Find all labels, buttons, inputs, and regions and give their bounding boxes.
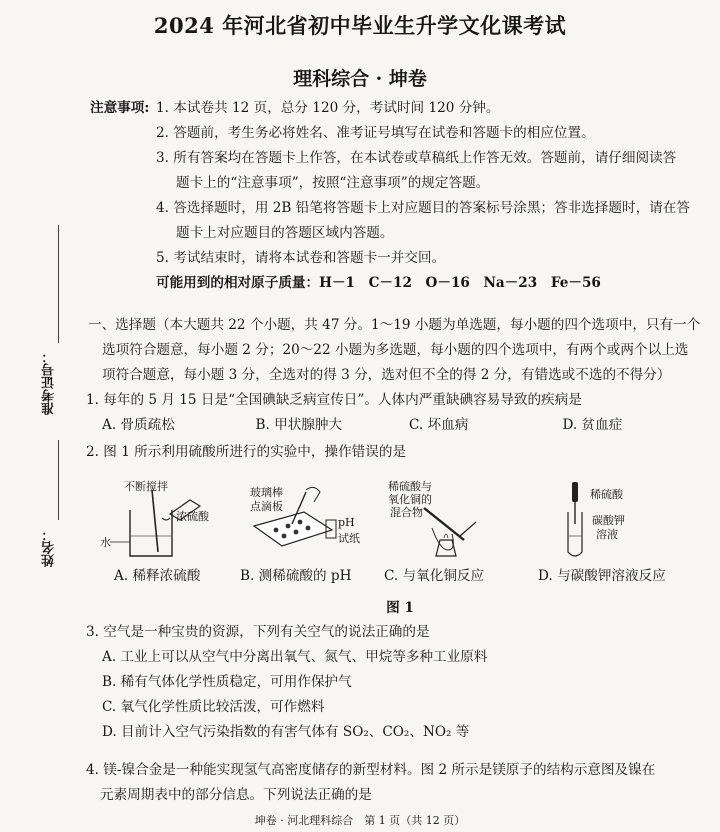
question-stem: 4. 镁-镍合金是一种能实现氢气高密度储存的新型材料。图 2 所示是镁原子的结构示意图及镍在 — [86, 762, 656, 778]
option-a: A. 工业上可以从空气中分离出氧气、氮气、甲烷等多种工业原料 — [102, 649, 488, 665]
caption-c: C. 与氧化铜反应 — [384, 568, 485, 584]
question-4 — [86, 758, 716, 808]
section1-header-line: 项符合题意，每小题 3 分，全选对的得 3 分，选对但不全的得 2 分，有错选或不选的不得分） — [102, 367, 671, 383]
exam-number-label: 准考证号： — [42, 350, 57, 415]
experiment-d — [538, 478, 688, 584]
page-footer: 坤卷 · 河北理科综合 第 1 页（共 12 页） — [254, 814, 466, 827]
note-item: 3. 所有答案均在答题卡上作答，在本试卷或草稿纸上作答无效。答题前，请仔细阅读答 — [156, 150, 677, 166]
note-item: 5. 考试结束时，请将本试卷和答题卡一并交回。 — [156, 250, 446, 266]
label-spot-plate: 点滴板 — [250, 500, 283, 513]
option-c: C. 氧气化学性质比较活泼，可作燃料 — [102, 699, 325, 715]
figure-1 — [100, 478, 700, 584]
notes-block — [90, 96, 718, 296]
exam-number-line — [58, 225, 59, 343]
question-stem: 1. 每年的 5 月 15 日是“全国碘缺乏病宣传日”。人体内严重缺碘容易导致的疾病是 — [86, 392, 582, 408]
exam-subtitle: 理科综合 · 坤卷 — [293, 68, 427, 90]
option-a: A. 骨质疏松 — [102, 417, 175, 433]
experiment-c — [384, 478, 514, 584]
option-c: C. 坏血病 — [409, 417, 469, 433]
label-potassium-carbonate: 碳酸钾 — [592, 514, 625, 527]
option-d: D. 贫血症 — [562, 417, 623, 433]
label-glass-rod: 玻璃棒 — [250, 486, 283, 499]
question-1 — [86, 388, 716, 438]
notes-heading: 注意事项: — [90, 100, 150, 116]
caption-d: D. 与碳酸钾溶液反应 — [538, 568, 666, 584]
section1-header-line: 选项符合题意，每小题 2 分；20～22 小题为多选题，每小题的四个选项中，有两个或两个以上选 — [102, 342, 689, 358]
option-d: D. 目前计入空气污染指数的有害气体有 SO₂、CO₂、NO₂ 等 — [102, 724, 470, 740]
note-item: 4. 答选择题时，用 2B 铅笔将答题卡上对应题目的答案标号涂黑；答非选择题时，请在答 — [156, 200, 690, 216]
label-solution: 溶液 — [596, 528, 618, 541]
question-options — [86, 413, 716, 438]
section1-header — [88, 313, 718, 388]
label-ph: pH — [338, 516, 355, 529]
name-line — [58, 440, 59, 520]
note-item: 题卡上对应题目的答题区域内答题。 — [176, 225, 394, 241]
option-b: B. 甲状腺肿大 — [255, 417, 343, 433]
label-stirring: 不断搅拌 — [124, 480, 168, 493]
question-3 — [86, 620, 716, 745]
section1-header-line: 一、选择题（本大题共 22 个小题，共 47 分。1～19 小题为单选题，每小题的四个选项中，只有一个 — [88, 317, 701, 333]
experiment-a — [100, 478, 230, 584]
atomic-masses: 可能用到的相对原子质量：H－1 C－12 O－16 Na－23 Fe－56 — [156, 275, 601, 291]
note-item: 1. 本试卷共 12 页，总分 120 分，考试时间 120 分钟。 — [156, 100, 500, 116]
label-mixture-3: 混合物 — [390, 506, 423, 519]
label-water: 水 — [100, 536, 111, 549]
name-label: 姓名： — [42, 528, 57, 567]
question-stem: 3. 空气是一种宝贵的资源，下列有关空气的说法正确的是 — [86, 624, 430, 640]
label-conc-acid: 浓硫酸 — [176, 510, 209, 523]
experiment-b — [240, 478, 370, 584]
note-item: 2. 答题前，考生务必将姓名、准考证号填写在试卷和答题卡的相应位置。 — [156, 125, 595, 141]
exam-title: 2024 年河北省初中毕业生升学文化课考试 — [153, 13, 567, 38]
option-b: B. 稀有气体化学性质稳定，可用作保护气 — [102, 674, 352, 690]
question-stem-cont: 元素周期表中的部分信息。下列说法正确的是 — [100, 787, 372, 803]
label-mixture-1: 稀硫酸与 — [388, 480, 432, 493]
label-mixture-2: 氧化铜的 — [388, 493, 432, 506]
note-item: 题卡上的“注意事项”，按照“注意事项”的规定答题。 — [176, 175, 490, 191]
label-test-paper: 试纸 — [338, 532, 360, 545]
figure-1-caption: 图 1 — [386, 600, 414, 616]
question-2 — [86, 440, 716, 465]
question-stem: 2. 图 1 所示利用硫酸所进行的实验中，操作错误的是 — [86, 444, 407, 460]
caption-a: A. 稀释浓硫酸 — [114, 568, 201, 584]
label-dilute-acid: 稀硫酸 — [590, 488, 623, 501]
caption-b: B. 测稀硫酸的 pH — [240, 568, 352, 584]
